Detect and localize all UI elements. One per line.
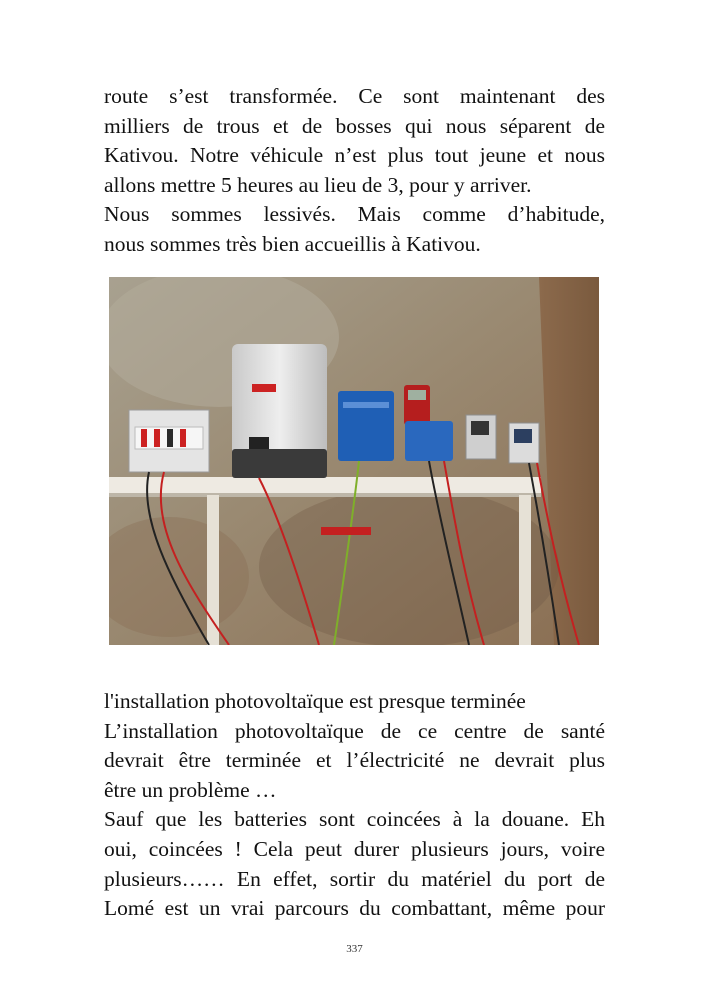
text-line: milliers de trous et de bosses qui nous séparent de	[104, 113, 605, 138]
text-line: L’installation photovoltaïque de ce centre de santé	[104, 718, 605, 743]
text-line: oui, coincées ! Cela peut durer plusieurs jours, voire	[104, 836, 605, 861]
text-line: allons mettre 5 heures au lieu de 3, pour y arriver.	[104, 172, 532, 197]
text-line: nous sommes très bien accueillis à Kativou.	[104, 231, 481, 256]
top-text	[104, 82, 605, 260]
page-number: 337	[346, 943, 363, 955]
text-line: Lomé est un vrai parcours du combattant, même pour	[104, 896, 605, 921]
text-line: Sauf que les batteries sont coincées à la douane. Eh	[104, 807, 605, 832]
paragraph	[104, 200, 605, 259]
text-line: Kativou. Notre véhicule n’est plus tout jeune et nous	[104, 143, 605, 168]
bottom-text	[104, 687, 605, 924]
solar-installation-photo	[109, 277, 599, 645]
text-line: Nous sommes lessivés. Mais comme d’habitude,	[104, 202, 605, 227]
paragraph	[104, 717, 605, 806]
text-line: route s’est transformée. Ce sont maintenant des	[104, 84, 605, 108]
text-line: devrait être terminée et l’électricité ne devrait plus	[104, 748, 605, 773]
paragraph	[104, 82, 605, 200]
text-line: plusieurs…… En effet, sortir du matériel du port de	[104, 866, 605, 891]
paragraph	[104, 805, 605, 923]
text-line: être un problème …	[104, 777, 277, 802]
photo-caption: l'installation photovoltaïque est presque terminée	[104, 689, 526, 713]
